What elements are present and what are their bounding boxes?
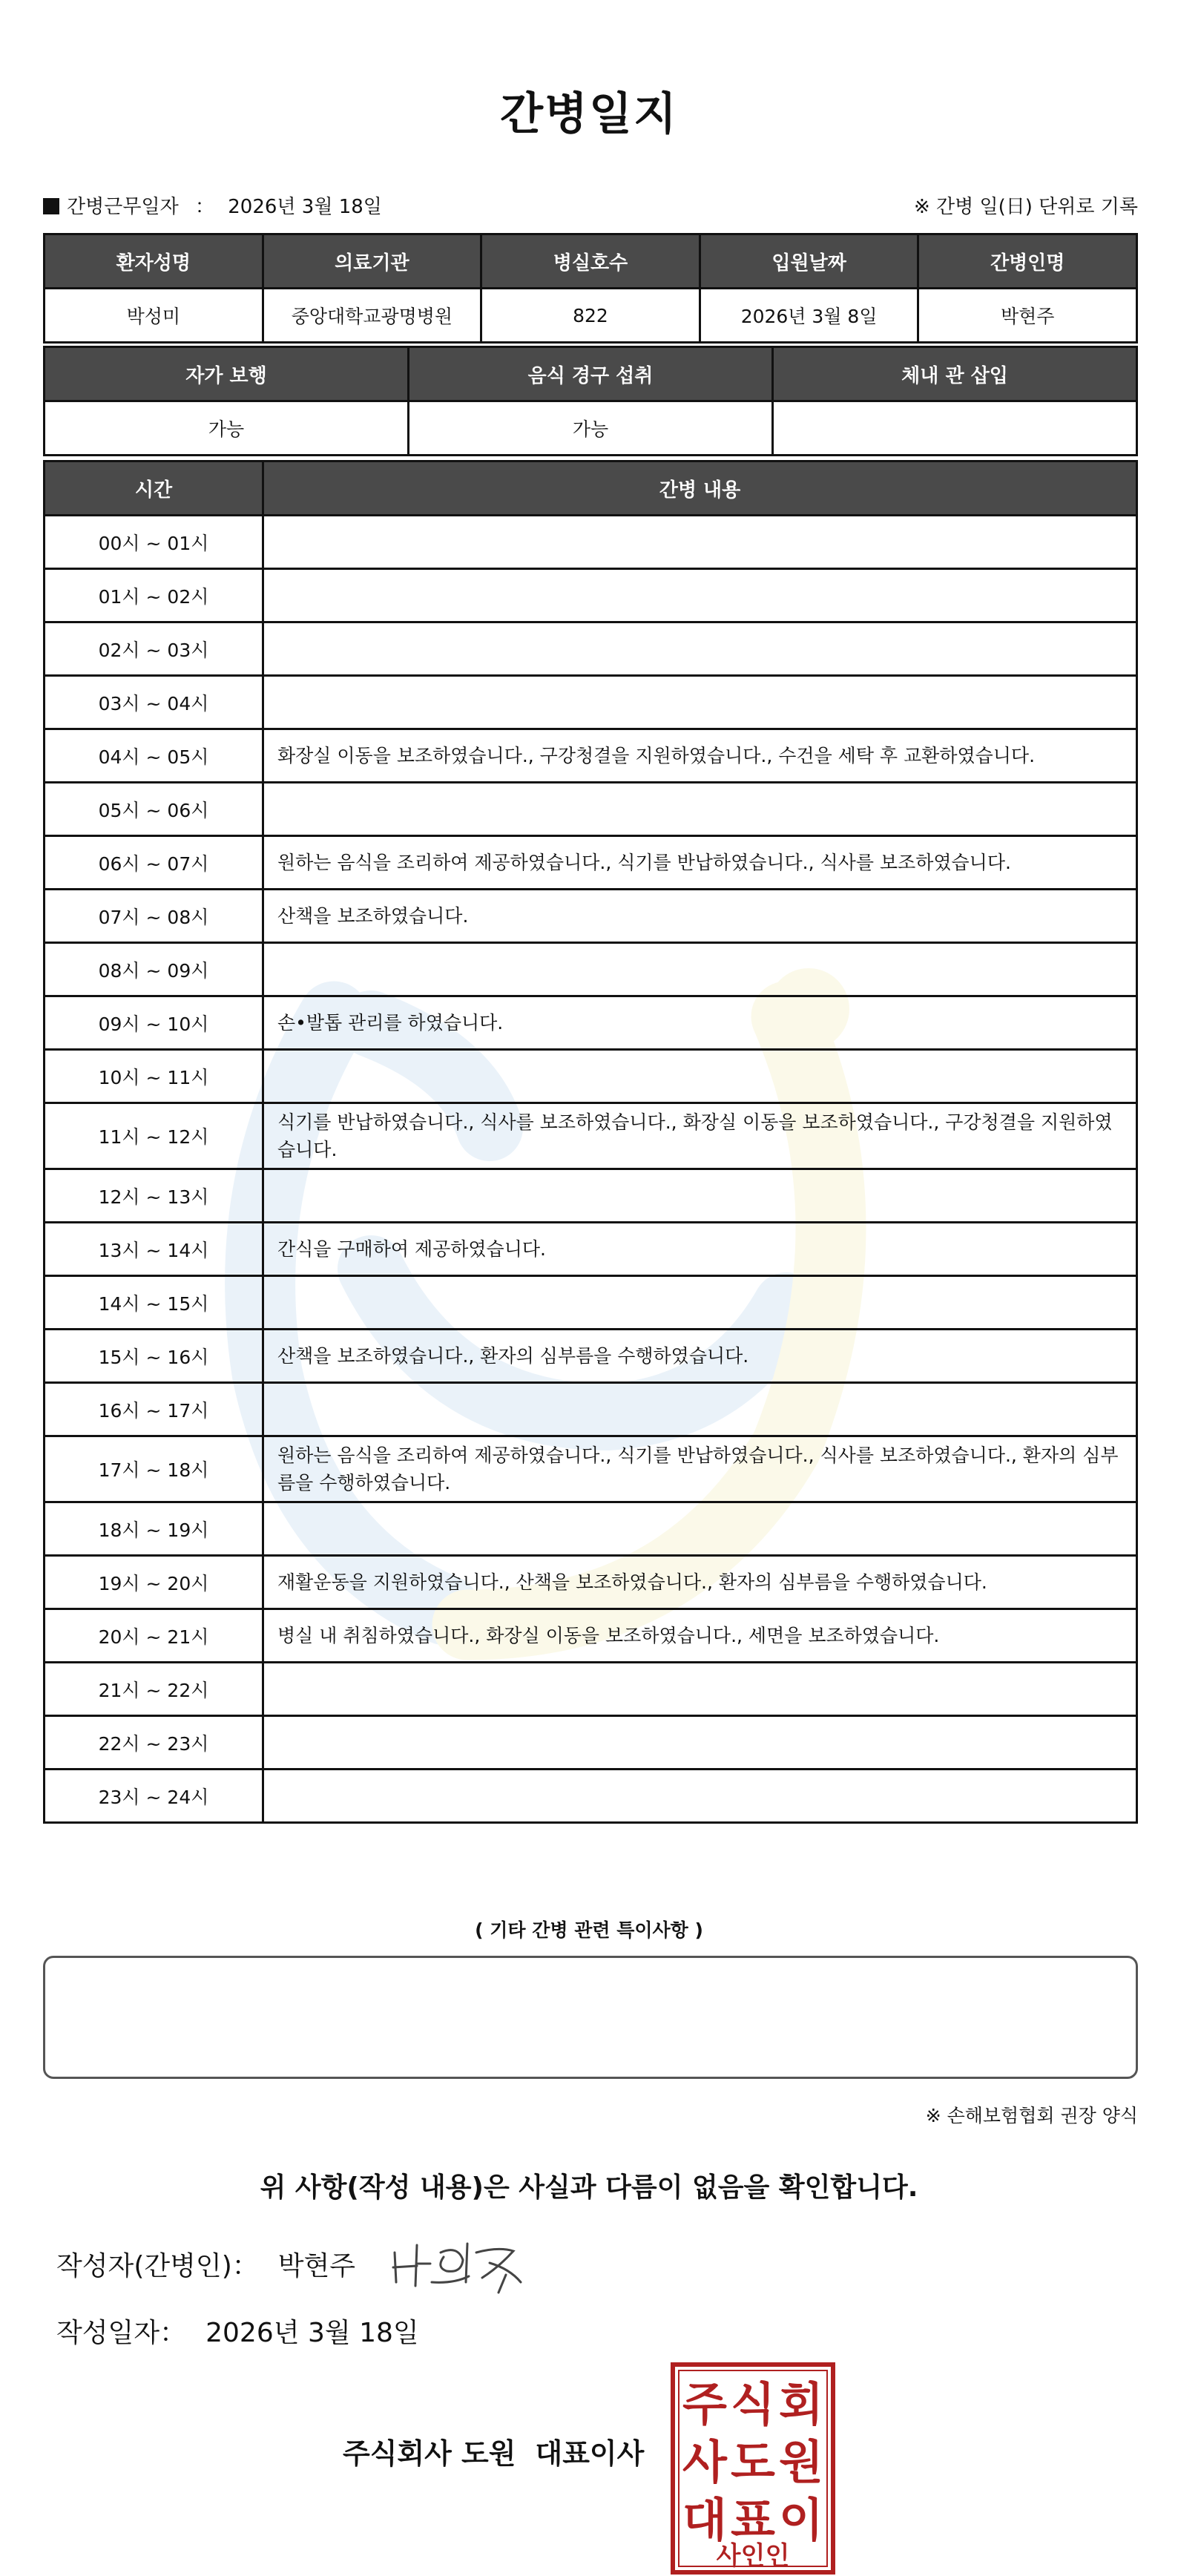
patient-status-table	[43, 346, 1138, 456]
table-row	[45, 1556, 1137, 1609]
time-slot: 13시 ~ 14시	[45, 1223, 263, 1276]
remarks-label: ( 기타 간병 관련 특이사항 )	[475, 1919, 703, 1941]
table-row	[45, 1609, 1137, 1663]
header-hospital: 의료기관	[263, 234, 481, 289]
header-admission-date: 입원날짜	[700, 234, 918, 289]
table-row	[45, 1330, 1137, 1383]
table-row	[45, 1103, 1137, 1169]
table-row	[45, 943, 1137, 996]
care-content-cell[interactable]: 식기를 반납하였습니다., 식사를 보조하였습니다., 화장실 이동을 보조하였습니다., 구강청결을 지원하였습니다.	[263, 1103, 1137, 1169]
care-content-cell[interactable]	[263, 1383, 1137, 1436]
svg-text:회: 회	[779, 2377, 823, 2431]
table-row	[45, 1169, 1137, 1223]
time-slot: 01시 ~ 02시	[45, 569, 263, 622]
table-row	[45, 1770, 1137, 1823]
svg-text:인: 인	[740, 2541, 766, 2571]
time-slot: 05시 ~ 06시	[45, 783, 263, 836]
author-label: 작성자(간병인)：	[56, 2251, 259, 2281]
table-row	[45, 516, 1137, 569]
written-date-value: 2026년 3월 18일	[205, 2318, 419, 2348]
care-content-cell[interactable]	[263, 569, 1137, 622]
header-caregiver-name: 간병인명	[918, 234, 1137, 289]
time-slot: 04시 ~ 05시	[45, 729, 263, 783]
patient-info-table	[43, 233, 1138, 344]
care-content-cell[interactable]	[263, 1050, 1137, 1103]
svg-text:식: 식	[731, 2377, 775, 2431]
care-log-table	[43, 460, 1138, 1824]
oral-intake-value: 가능	[409, 401, 773, 456]
table-row	[45, 1383, 1137, 1436]
time-slot: 00시 ~ 01시	[45, 516, 263, 569]
care-content-cell[interactable]	[263, 783, 1137, 836]
author-row	[56, 2245, 355, 2283]
work-date-separator: ：	[194, 196, 214, 218]
table-row	[45, 676, 1137, 729]
header-tube-insertion: 체내 관 삽입	[773, 347, 1137, 401]
svg-text:대: 대	[682, 2493, 727, 2547]
table-row	[45, 783, 1137, 836]
svg-text:도: 도	[731, 2435, 775, 2489]
svg-text:사: 사	[716, 2541, 741, 2571]
svg-text:원: 원	[779, 2435, 823, 2489]
care-content-cell[interactable]	[263, 1502, 1137, 1556]
care-content-cell[interactable]	[263, 1770, 1137, 1823]
table-row	[45, 1223, 1137, 1276]
time-slot: 12시 ~ 13시	[45, 1169, 263, 1223]
company-seal	[671, 2362, 835, 2575]
care-content-cell[interactable]: 재활운동을 지원하였습니다., 산책을 보조하였습니다., 환자의 심부름을 수행하였습니다.	[263, 1556, 1137, 1609]
room-number: 822	[481, 289, 700, 343]
self-walking-value: 가능	[45, 401, 409, 456]
time-slot: 18시 ~ 19시	[45, 1502, 263, 1556]
care-content-cell[interactable]	[263, 622, 1137, 676]
form-footnote: ※ 손해보험협회 권장 양식	[925, 2105, 1138, 2126]
company-role: 대표이사	[535, 2437, 645, 2470]
company-name: 주식회사 도원	[343, 2437, 516, 2470]
care-content-cell[interactable]	[263, 676, 1137, 729]
header-self-walking: 자가 보행	[45, 347, 409, 401]
care-content-cell[interactable]: 간식을 구매하여 제공하였습니다.	[263, 1223, 1137, 1276]
table-row	[45, 1663, 1137, 1716]
header-room: 병실호수	[481, 234, 700, 289]
confirmation-statement: 위 사항(작성 내용)은 사실과 다름이 없음을 확인합니다.	[260, 2172, 918, 2203]
time-slot: 14시 ~ 15시	[45, 1276, 263, 1330]
work-date-label: 간병근무일자	[67, 196, 179, 218]
table-row	[45, 1436, 1137, 1502]
work-date	[43, 191, 382, 219]
record-unit-note: ※ 간병 일(日) 단위로 기록	[913, 196, 1138, 218]
table-row	[45, 729, 1137, 783]
table-row	[45, 569, 1137, 622]
svg-text:이: 이	[779, 2493, 823, 2547]
time-slot: 03시 ~ 04시	[45, 676, 263, 729]
author-name: 박현주	[277, 2251, 356, 2281]
written-date-label: 작성일자：	[56, 2318, 187, 2348]
time-slot: 23시 ~ 24시	[45, 1770, 263, 1823]
care-content-cell[interactable]	[263, 1276, 1137, 1330]
table-row	[45, 1050, 1137, 1103]
svg-text:주: 주	[682, 2377, 727, 2431]
care-content-cell[interactable]: 산책을 보조하였습니다.	[263, 890, 1137, 943]
tube-insertion-value	[773, 401, 1137, 456]
time-slot: 08시 ~ 09시	[45, 943, 263, 996]
svg-text:사: 사	[682, 2435, 727, 2489]
care-content-cell[interactable]	[263, 516, 1137, 569]
page-title: 간병일지	[500, 88, 678, 140]
written-date-row	[56, 2312, 419, 2350]
care-content-cell[interactable]	[263, 943, 1137, 996]
table-row	[45, 836, 1137, 890]
time-slot: 06시 ~ 07시	[45, 836, 263, 890]
time-slot: 15시 ~ 16시	[45, 1330, 263, 1383]
author-signature	[387, 2230, 528, 2297]
time-slot: 20시 ~ 21시	[45, 1609, 263, 1663]
table-row	[45, 890, 1137, 943]
table-row	[45, 1276, 1137, 1330]
header-oral-intake: 음식 경구 섭취	[409, 347, 773, 401]
company-signature-line	[343, 2431, 663, 2471]
svg-text:표: 표	[731, 2493, 775, 2547]
time-slot: 09시 ~ 10시	[45, 996, 263, 1050]
time-slot: 17시 ~ 18시	[45, 1436, 263, 1502]
time-slot: 02시 ~ 03시	[45, 622, 263, 676]
time-slot: 16시 ~ 17시	[45, 1383, 263, 1436]
table-row	[45, 1502, 1137, 1556]
caregiver-name: 박현주	[918, 289, 1137, 343]
header-time: 시간	[45, 461, 263, 516]
patient-name: 박성미	[45, 289, 263, 343]
header-patient-name: 환자성명	[45, 234, 263, 289]
table-row	[45, 622, 1137, 676]
care-content-cell[interactable]: 병실 내 취침하였습니다., 화장실 이동을 보조하였습니다., 세면을 보조하였습니다.	[263, 1609, 1137, 1663]
table-row	[45, 1716, 1137, 1770]
time-slot: 19시 ~ 20시	[45, 1556, 263, 1609]
admission-date: 2026년 3월 8일	[700, 289, 918, 343]
time-slot: 11시 ~ 12시	[45, 1103, 263, 1169]
care-content-cell[interactable]: 손•발톱 관리를 하였습니다.	[263, 996, 1137, 1050]
care-content-cell[interactable]: 원하는 음식을 조리하여 제공하였습니다., 식기를 반납하였습니다., 식사를 보조하였습니다.	[263, 836, 1137, 890]
care-content-cell[interactable]	[263, 1169, 1137, 1223]
time-slot: 10시 ~ 11시	[45, 1050, 263, 1103]
square-bullet-icon	[43, 198, 59, 214]
time-slot: 22시 ~ 23시	[45, 1716, 263, 1770]
svg-text:인: 인	[765, 2541, 790, 2571]
table-row	[45, 996, 1137, 1050]
header-care-content: 간병 내용	[263, 461, 1137, 516]
care-content-cell[interactable]: 화장실 이동을 보조하였습니다., 구강청결을 지원하였습니다., 수건을 세탁 후 교환하였습니다.	[263, 729, 1137, 783]
remarks-box[interactable]	[43, 1956, 1138, 2079]
time-slot: 21시 ~ 22시	[45, 1663, 263, 1716]
care-content-cell[interactable]: 산책을 보조하였습니다., 환자의 심부름을 수행하였습니다.	[263, 1330, 1137, 1383]
care-content-cell[interactable]	[263, 1716, 1137, 1770]
care-log-body	[45, 516, 1137, 1823]
work-date-value: 2026년 3월 18일	[228, 196, 382, 218]
hospital-name: 중앙대학교광명병원	[263, 289, 481, 343]
care-content-cell[interactable]	[263, 1663, 1137, 1716]
time-slot: 07시 ~ 08시	[45, 890, 263, 943]
care-content-cell[interactable]: 원하는 음식을 조리하여 제공하였습니다., 식기를 반납하였습니다., 식사를 보조하였습니다., 환자의 심부름을 수행하였습니다.	[263, 1436, 1137, 1502]
meta-row	[43, 191, 1138, 221]
